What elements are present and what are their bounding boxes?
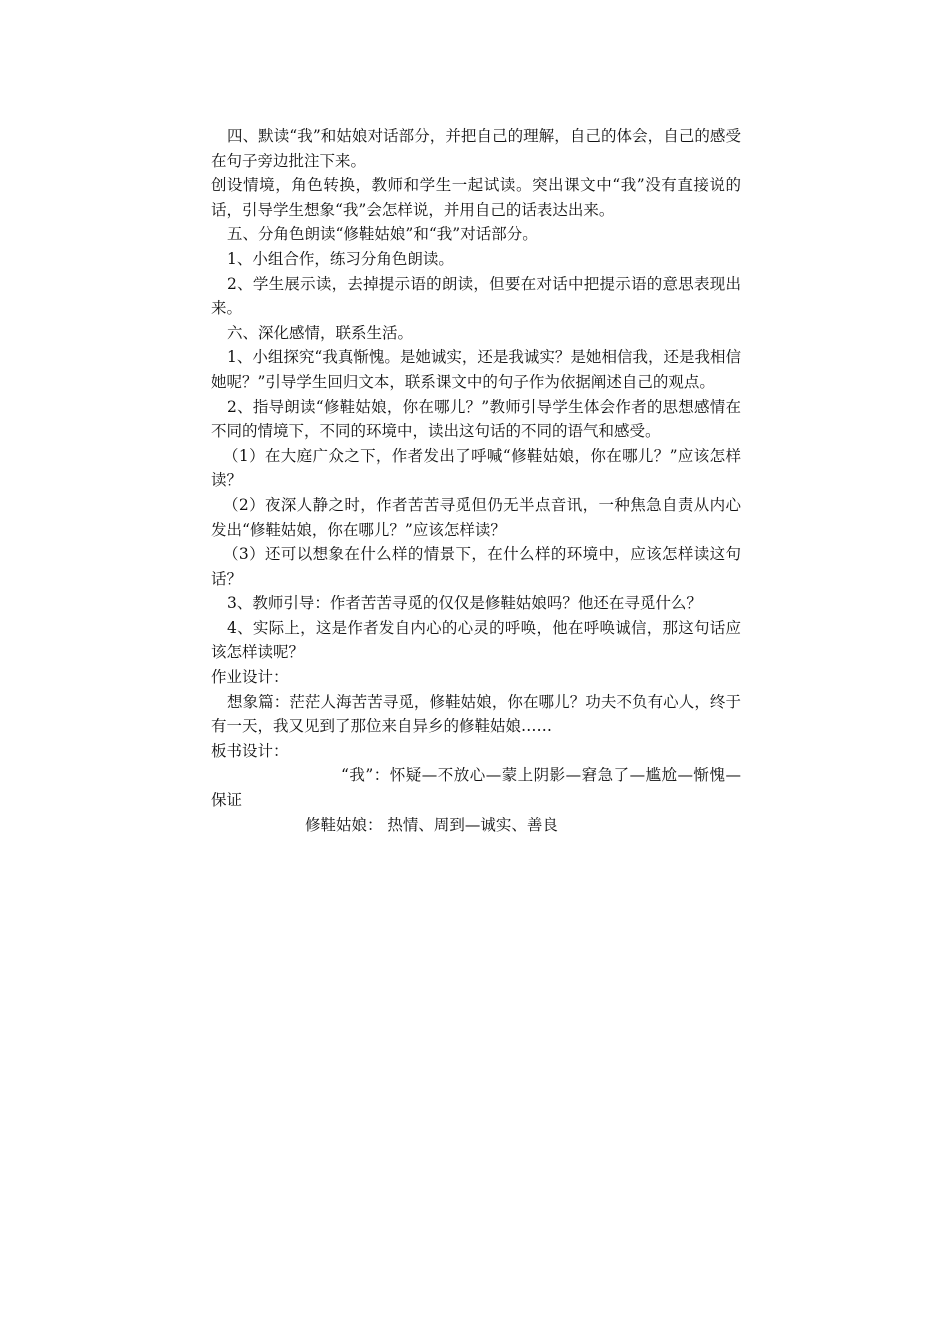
paragraph-six-item-2: 2、指导朗读“修鞋姑娘，你在哪儿？”教师引导学生体会作者的思想感情在不同的情境下，不同的环境中，读出这句话的不同的语气和感受。: [211, 397, 741, 441]
paragraph-sub-item-3: （3）还可以想象在什么样的情景下，在什么样的环境中，应该怎样读这句话？: [211, 545, 741, 588]
paragraph-step-five: 五、分角色朗读“修鞋姑娘”和“我”对话部分。: [227, 225, 538, 244]
paragraph-sub-item-2: （2）夜深人静之时，作者苦苦寻觅但仍无半点音讯，一种焦急自责从内心发出“修鞋姑娘，你在哪儿？”应该怎样读？: [211, 495, 741, 539]
paragraph-step-four: 四、默读“我”和姑娘对话部分，并把自己的理解，自己的体会，自己的感受在句子旁边批注下来。: [211, 127, 741, 170]
paragraph-six-item-1: 1、小组探究“我真惭愧。是她诚实，还是我诚实？是她相信我，还是我相信她呢？”引导学生回归文本，联系课文中的句子作为依据阐述自己的观点。: [211, 348, 741, 391]
paragraph-six-item-3: 3、教师引导：作者苦苦寻觅的仅仅是修鞋姑娘吗？他还在寻觅什么？: [227, 594, 702, 613]
board-line-girl: 修鞋姑娘： 热情、周到—诚实、善良: [305, 815, 558, 834]
document-page: [211, 124, 741, 837]
heading-homework: 作业设计：: [211, 668, 289, 687]
paragraph-six-item-4: 4、实际上，这是作者发自内心的心灵的呼唤，他在呼唤诚信，那这句话应该怎样读呢？: [211, 618, 741, 662]
paragraph-sub-item-1: （1）在大庭广众之下，作者发出了呼喊“修鞋姑娘，你在哪儿？”应该怎样读？: [211, 446, 741, 490]
paragraph-scenario: 创设情境，角色转换，教师和学生一起试读。突出课文中“我”没有直接说的话，引导学生想象“我”会怎样说，并用自己的话表达出来。: [211, 176, 741, 219]
paragraph-five-item-2: 2、学生展示读，去掉提示语的朗读，但要在对话中把提示语的意思表现出来。: [211, 274, 741, 318]
heading-board-design: 板书设计：: [211, 741, 289, 760]
board-line-me: “我”：怀疑—不放心—蒙上阴影—窘急了—尴尬—惭愧—保证: [211, 766, 741, 810]
paragraph-homework: 想象篇：茫茫人海苦苦寻觅，修鞋姑娘，你在哪儿？功夫不负有心人，终于有一天，我又见到了那位来自异乡的修鞋姑娘……: [211, 692, 741, 736]
paragraph-five-item-1: 1、小组合作，练习分角色朗读。: [227, 249, 454, 268]
paragraph-step-six: 六、深化感情，联系生活。: [227, 323, 414, 342]
